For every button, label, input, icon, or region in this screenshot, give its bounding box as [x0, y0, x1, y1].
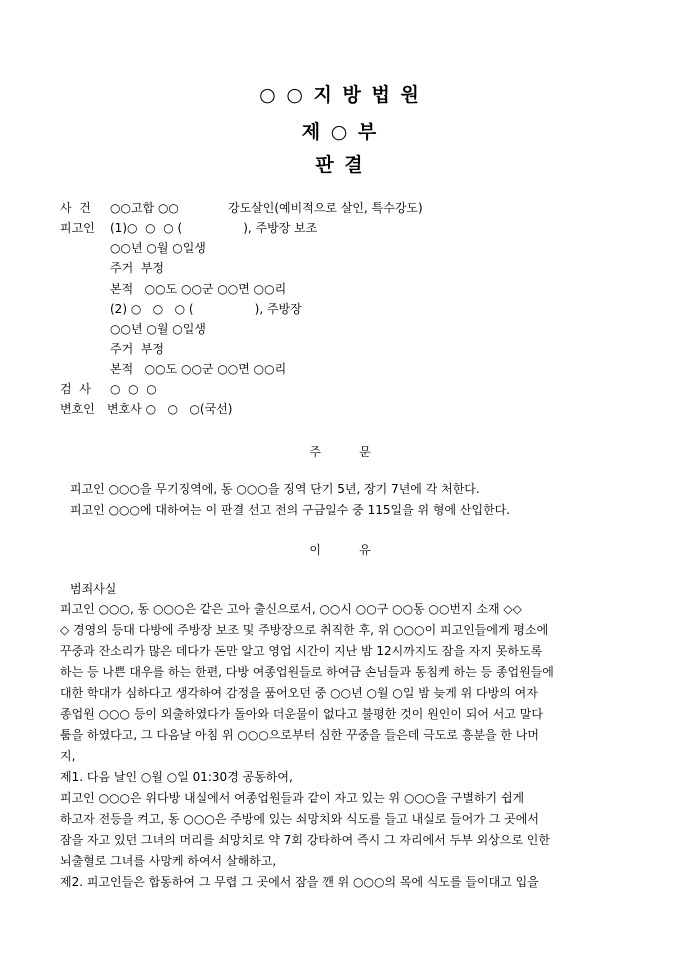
reasons-line: 잠을 자고 있던 그녀의 머리를 쇠망치로 약 7회 강타하여 즉시 그 자리에서 두부 외상으로 인한 — [60, 833, 550, 847]
order-line: 피고인 ○○○에 대하여는 이 판결 선고 전의 구금일수 중 115일을 위 형에 산입한다. — [70, 503, 511, 517]
reasons-line: 하는 등 나쁜 대우를 하는 한편, 다방 여종업원들로 하여금 손님들과 동침케 하는 등 종업원들에 — [60, 665, 554, 679]
reasons-line: 피고인 ○○○은 위다방 내실에서 여종업원들과 같이 자고 있는 위 ○○○을 구별하기 쉽게 — [60, 791, 525, 805]
order-body — [70, 479, 622, 521]
reasons-line: 툼을 하였다고, 그 다음날 아침 위 ○○○으로부터 심한 꾸중을 들은데 극도로 흥분을 한 나머 — [60, 728, 539, 742]
reasons-line: 제1. 다음 날인 ○월 ○일 01:30경 공동하여, — [60, 770, 293, 784]
reasons-title: 이 유 — [309, 543, 371, 557]
reasons-line: 꾸중과 잔소리가 많은 데다가 돈만 알고 영업 시간이 지난 밤 12시까지도 잠을 자지 못하도록 — [60, 644, 543, 658]
case-label: 사 건 — [60, 201, 91, 215]
counsel-name: 변호사 ○ ○ ○(국선) — [107, 402, 233, 416]
defendant-1-birth: ○○년 ○월 ○일생 — [110, 241, 206, 255]
defendant-1-domicile: 본적 ○○도 ○○군 ○○면 ○○리 — [110, 282, 287, 296]
reasons-line: 뇌출혈로 그녀를 사망케 하여서 살해하고, — [60, 854, 277, 868]
reasons-line: 종업원 ○○○ 등이 외출하였다가 돌아와 더운물이 없다고 불평한 것이 원인이 되어 서고 말다 — [60, 707, 543, 721]
prosecutor-name: ○ ○ ○ — [110, 382, 157, 396]
reasons-line: 피고인 ○○○, 동 ○○○은 같은 고아 출신으로서, ○○시 ○○구 ○○동 ○○번지 소재 ◇◇ — [60, 602, 522, 616]
reasons-subtitle: 범죄사실 — [70, 582, 117, 596]
defendant-2-name: (2) ○ ○ ○ ( ), 주방장 — [110, 302, 302, 316]
reasons-line: 제2. 피고인들은 합동하여 그 무렵 그 곳에서 잠을 깬 위 ○○○의 목에 식도를 들이대고 입을 — [60, 875, 539, 889]
reasons-body — [60, 599, 622, 893]
court-name: ○ ○ 지 방 법 원 — [259, 84, 421, 106]
defendant-1-residence: 주거 부정 — [110, 261, 164, 275]
reasons-line: 하고자 전등을 켜고, 동 ○○○은 주방에 있는 쇠망치와 식도를 들고 내실로 들어가 그 곳에서 — [60, 812, 539, 826]
counsel-label: 변호인 — [60, 402, 95, 416]
defendant-2-birth: ○○년 ○월 ○일생 — [110, 322, 206, 336]
reasons-line: ◇ 경영의 등대 다방에 주방장 보조 및 주방장으로 취직한 후, 위 ○○○이 피고인들에게 평소에 — [60, 623, 549, 637]
document-title: 판 결 — [315, 154, 365, 176]
division-name: 제 ○ 부 — [301, 121, 379, 143]
defendant-label: 피고인 — [60, 221, 95, 235]
defendant-2-residence: 주거 부정 — [110, 342, 164, 356]
defendant-2-domicile: 본적 ○○도 ○○군 ○○면 ○○리 — [110, 362, 287, 376]
reasons-line: 지, — [60, 749, 76, 763]
case-name: 강도살인(예비적으로 살인, 특수강도) — [228, 201, 423, 215]
order-line: 피고인 ○○○을 무기징역에, 동 ○○○을 징역 단기 5년, 장기 7년에 각 처한다. — [70, 482, 480, 496]
reasons-line: 대한 학대가 심하다고 생각하여 감정을 품어오던 중 ○○년 ○월 ○일 밤 늦게 위 다방의 여자 — [60, 686, 538, 700]
prosecutor-label: 검 사 — [60, 382, 91, 396]
order-title: 주 문 — [309, 445, 371, 459]
defendant-1-name: (1)○ ○ ○ ( ), 주방장 보조 — [110, 221, 318, 235]
case-number: ○○고합 ○○ — [110, 201, 179, 215]
